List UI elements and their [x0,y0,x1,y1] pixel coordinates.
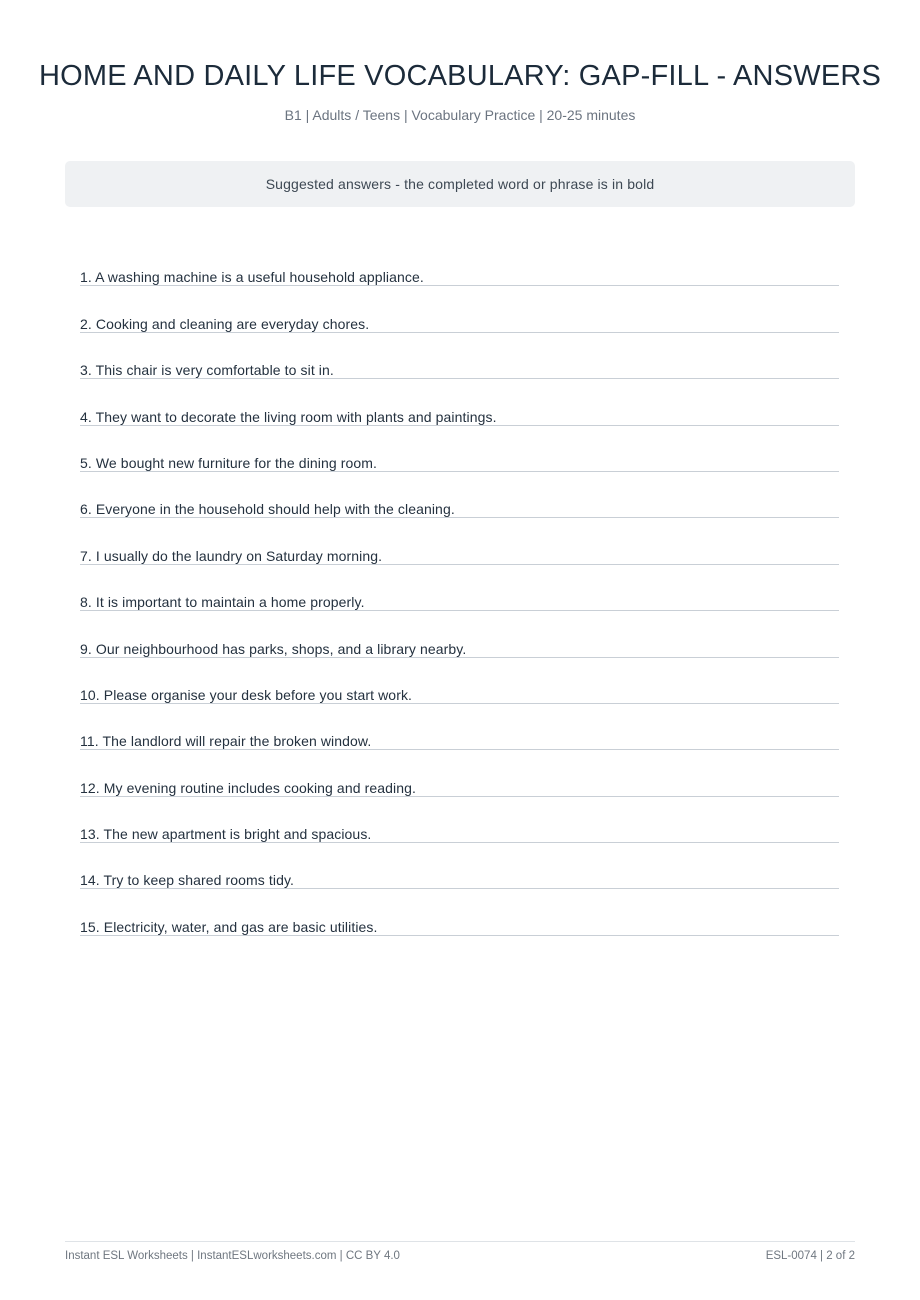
answer-item-3 [80,333,839,379]
answer-text: 14. Try to keep shared rooms tidy. [80,872,295,889]
answer-text: 6. Everyone in the household should help with the cleaning. [80,501,455,518]
answer-text: 7. I usually do the laundry on Saturday morning. [80,547,383,564]
page-title: HOME AND DAILY LIFE VOCABULARY: GAP-FILL - ANSWERS [38,60,882,92]
answer-item-12 [80,750,839,796]
answer-text: 1. A washing machine is a useful household appliance. [80,269,424,286]
answer-text: 11. The landlord will repair the broken window. [80,733,372,750]
answer-text: 3. This chair is very comfortable to sit in. [80,362,334,379]
answers-notice-box [65,161,855,207]
answer-item-13 [80,797,839,843]
answer-item-1 [80,240,839,286]
answer-list [80,240,839,936]
answer-text: 15. Electricity, water, and gas are basic utilities. [80,918,378,935]
answer-text: 12. My evening routine includes cooking and reading. [80,779,416,796]
answer-item-15 [80,889,839,935]
answer-text: 10. Please organise your desk before you start work. [80,686,413,703]
footer-divider [65,1241,855,1242]
answer-text: 9. Our neighbourhood has parks, shops, and a library nearby. [80,640,467,657]
answer-text: 8. It is important to maintain a home properly. [80,594,365,611]
answer-item-2 [80,286,839,332]
answer-item-7 [80,518,839,564]
answer-text: 13. The new apartment is bright and spacious. [80,826,372,843]
answer-text: 5. We bought new furniture for the dining room. [80,454,378,471]
answer-item-10 [80,658,839,704]
answer-item-5 [80,426,839,472]
answer-item-6 [80,472,839,518]
answer-text: 4. They want to decorate the living room with plants and paintings. [80,408,497,425]
answer-text: 2. Cooking and cleaning are everyday chores. [80,315,370,332]
page-subtitle: B1 | Adults / Teens | Vocabulary Practice | 20-25 minutes [284,107,636,123]
answer-item-4 [80,379,839,425]
footer-page-number: ESL-0074 | 2 of 2 [765,1250,855,1262]
footer-credit: Instant ESL Worksheets | InstantESLworksheets.com | CC BY 4.0 [65,1250,400,1262]
answer-item-8 [80,565,839,611]
answers-notice-text: Suggested answers - the completed word or phrase is in bold [265,176,655,192]
answer-item-14 [80,843,839,889]
answer-item-11 [80,704,839,750]
answer-item-9 [80,611,839,657]
